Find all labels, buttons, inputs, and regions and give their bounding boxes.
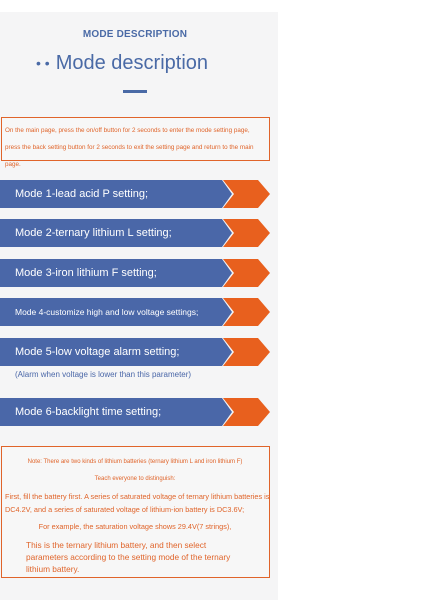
page-title: Mode description [55, 52, 209, 74]
intro-text: On the main page, press the on/off button for 2 seconds to enter the mode setting page, press the back setting button for 2 seconds to exit the setting page and return to the main page. [5, 127, 254, 168]
mode-label: Mode 6-backlight time setting; [15, 406, 162, 418]
mode-label: Mode 3-iron lithium F setting; [15, 267, 157, 279]
title-underline [123, 90, 147, 93]
mode-bar-4 [0, 298, 270, 326]
mode-label: Mode 1-lead acid P setting; [15, 188, 149, 200]
section-label: MODE DESCRIPTION [82, 29, 188, 40]
note-line: For example, the saturation voltage shows 29.4V(7 strings), [38, 522, 232, 531]
mode-bar-5 [0, 338, 270, 366]
mode-label: Mode 5-low voltage alarm setting; [15, 346, 180, 358]
note-line: Teach everyone to distinguish: [94, 476, 176, 482]
note-line: This is the ternary lithium battery, and then select [26, 540, 207, 550]
mode-5-note: (Alarm when voltage is lower than this parameter) [15, 370, 192, 379]
note-box [1, 446, 270, 578]
mode-bar-2 [0, 219, 270, 247]
intro-box [1, 117, 270, 168]
title-row [36, 52, 208, 74]
mode-bar-1 [0, 180, 270, 208]
mode-label: Mode 4-customize high and low voltage settings; [15, 307, 199, 317]
title-bullets: • • [36, 55, 50, 71]
mode-bar-6 [0, 398, 270, 426]
note-line: DC4.2V, and a series of saturated voltage of lithium-ion battery is DC3.6V; [5, 505, 245, 514]
mode-bar-3 [0, 259, 270, 287]
note-line: First, fill the battery first. A series of saturated voltage of ternary lithium batteries is [5, 492, 270, 501]
note-line: Note: There are two kinds of lithium batteries (ternary lithium L and iron lithium F) [27, 459, 243, 465]
note-line: lithium battery. [26, 564, 80, 574]
note-line: parameters according to the setting mode of the ternary [26, 552, 231, 562]
mode-label: Mode 2-ternary lithium L setting; [15, 227, 172, 239]
